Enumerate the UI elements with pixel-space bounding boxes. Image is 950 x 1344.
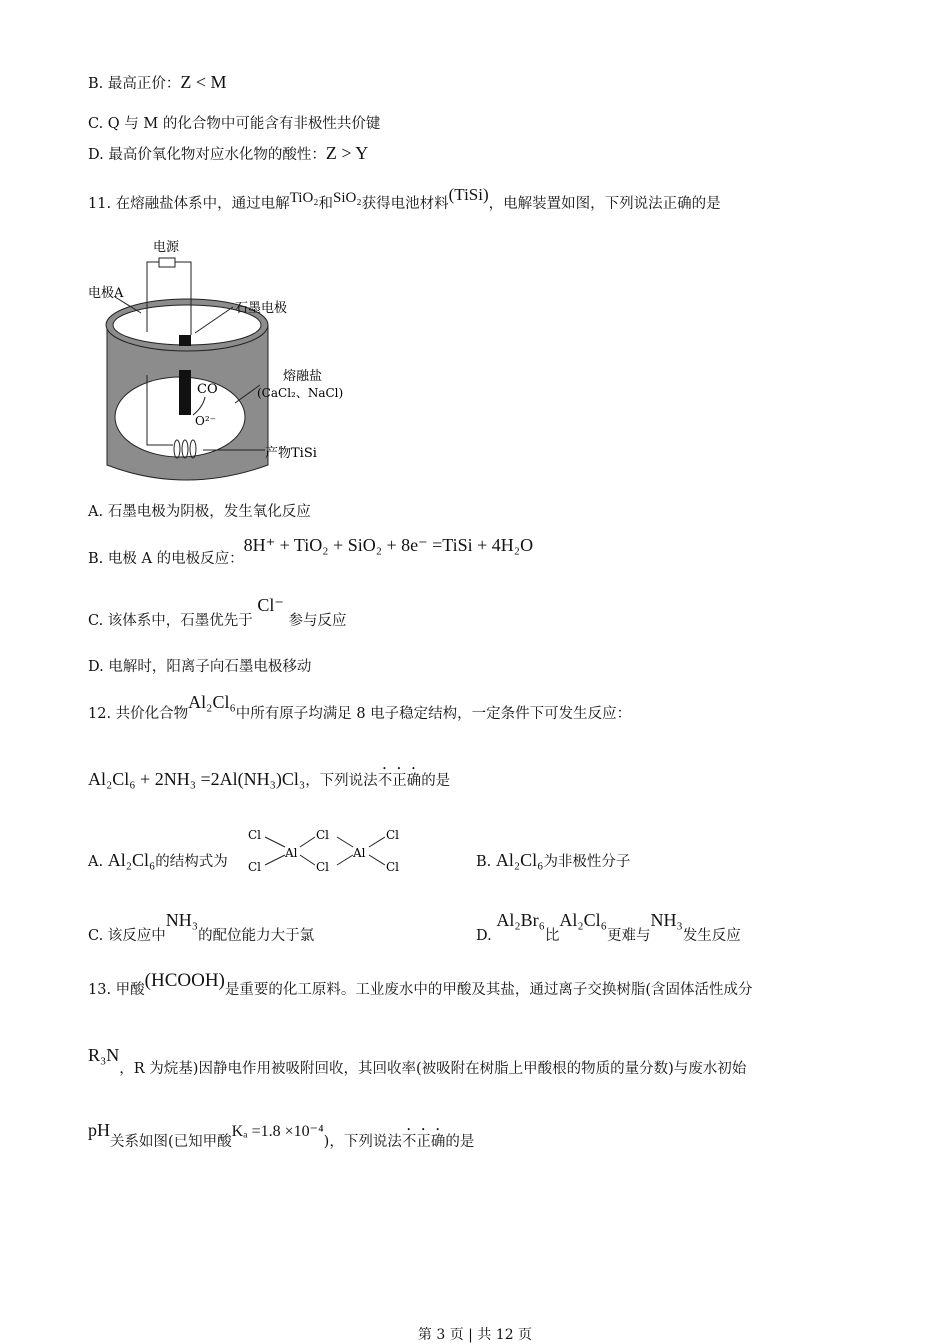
option-text: 发生反应 [682,928,741,944]
stem-text: ，R 为烷基)因静电作用被吸附回收，其回收率(被吸附在树脂上甲酸根的物质的量分数)与废水初始 [119,1061,747,1077]
stem-text: ，电解装置如图，下列说法正确的是 [488,196,721,212]
formula: R₃N [88,1045,120,1065]
formula: Al₂Cl₆ [188,692,236,712]
q12-stem [88,692,631,723]
formula: Al₂Cl₆ + 2NH₃ =2Al(NH₃)Cl₃ [88,769,306,789]
formula: Z < M [180,72,227,92]
formula: pH [88,1120,110,1140]
q11-option-b [88,535,533,568]
label-electrode-a: 电极A [88,286,124,301]
atom-cl: Cl [316,828,330,842]
formula: Al₂Cl₆ [559,910,607,930]
q13-line-3 [88,1120,474,1151]
option-label: B. [476,854,492,870]
option-label: A. [88,854,104,870]
stem-text: 和 [318,196,334,212]
option-text: 为非极性分子 [543,854,631,870]
stem-text: 中所有原子均满足 8 电子稳定结构，一定条件下可发生反应： [235,706,632,722]
formula: NH₃ [165,910,199,930]
q11-option-c [88,595,347,630]
q12-option-d [476,910,741,945]
option-text: 的配位能力大于氯 [198,928,315,944]
atom-cl: Cl [248,860,262,874]
q13-line-1 [88,970,753,999]
q11-stem [88,185,721,213]
stem-text: 11. 在熔融盐体系中，通过电解 [88,196,290,212]
q13-line-2 [88,1045,746,1078]
option-text: D. 最高价氧化物对应水化物的酸性： [88,147,326,163]
formula: NH₃ [650,910,683,930]
option-text: B. 最高正价： [88,76,181,92]
option-label: D. [476,928,492,944]
atom-cl: Cl [386,828,400,842]
stem-text: 获得电池材料 [361,196,449,212]
stem-text: 13. 甲酸 [88,982,145,998]
q12-option-b [476,850,630,871]
electrolysis-diagram [85,235,365,490]
q12-option-a [88,850,228,871]
atom-al: Al [353,846,366,860]
option-text: C. 该反应中 [88,928,166,944]
option-text: 的结构式为 [155,854,228,870]
atom-cl: Cl [248,828,262,842]
q12-equation [88,765,450,790]
formula: Cl⁻ [257,595,284,615]
formula: Al₂Br₆ [496,910,545,930]
atom-cl: Cl [386,860,400,874]
formula: Kₐ =1.8 ×10⁻⁴ [231,1123,324,1140]
atom-cl: Cl [316,860,330,874]
option-text: C. 该体系中，石墨优先于 [88,613,253,629]
formula: Al₂Cl₆ [107,850,156,870]
q12-option-c [88,910,314,945]
stem-text: 是重要的化工原料。工业废水中的甲酸及其盐，通过离子交换树脂(含固体活性成分 [224,982,753,998]
q10-option-c: C. Q 与 M 的化合物中可能含有非极性共价键 [88,116,381,132]
label-salt-formula: (CaCl₂、NaCl) [257,386,344,400]
label-product: 产物TiSi [265,446,317,461]
label-oxide-ion: O²⁻ [195,414,216,428]
formula: Z > Y [325,143,369,163]
option-text: 更难与 [606,928,651,944]
formula: SiO₂ [333,190,362,206]
stem-text: ，下列说法 [305,773,378,789]
formula: 8H⁺ + TiO₂ + SiO₂ + 8e⁻ =TiSi + 4H₂O [243,535,534,555]
q10-option-b [88,72,227,93]
label-graphite-electrode: 石墨电极 [235,301,288,316]
label-co: CO [197,382,218,397]
q11-option-a: A. 石墨电极为阴极，发生氧化反应 [88,504,311,520]
stem-text: 的是 [421,773,451,789]
stem-text: )，下列说法 [323,1134,402,1150]
q11-option-d: D. 电解时，阳离子向石墨电极移动 [88,659,312,675]
option-text: B. 电极 A 的电极反应： [88,551,244,567]
page-footer: 第 3 页 | 共 12 页 [417,1327,533,1343]
atom-al: Al [285,846,298,860]
option-text: 参与反应 [288,613,347,629]
formula: TiO₂ [289,190,319,206]
option-text: 比 [544,928,560,944]
emphasis-text: 不正确 [377,773,422,789]
q10-option-d [88,143,368,164]
stem-text: 12. 共价化合物 [88,706,189,722]
emphasis-text: 不正确 [401,1134,446,1150]
label-power: 电源 [153,240,180,255]
stem-text: 的是 [445,1134,475,1150]
stem-text: 关系如图(已知甲酸 [110,1134,232,1150]
formula: (HCOOH) [144,970,225,991]
formula: Al₂Cl₆ [495,850,544,870]
formula: (TiSi) [448,185,489,204]
label-molten-salt: 熔融盐 [283,369,323,384]
al2cl6-structure [245,825,415,877]
